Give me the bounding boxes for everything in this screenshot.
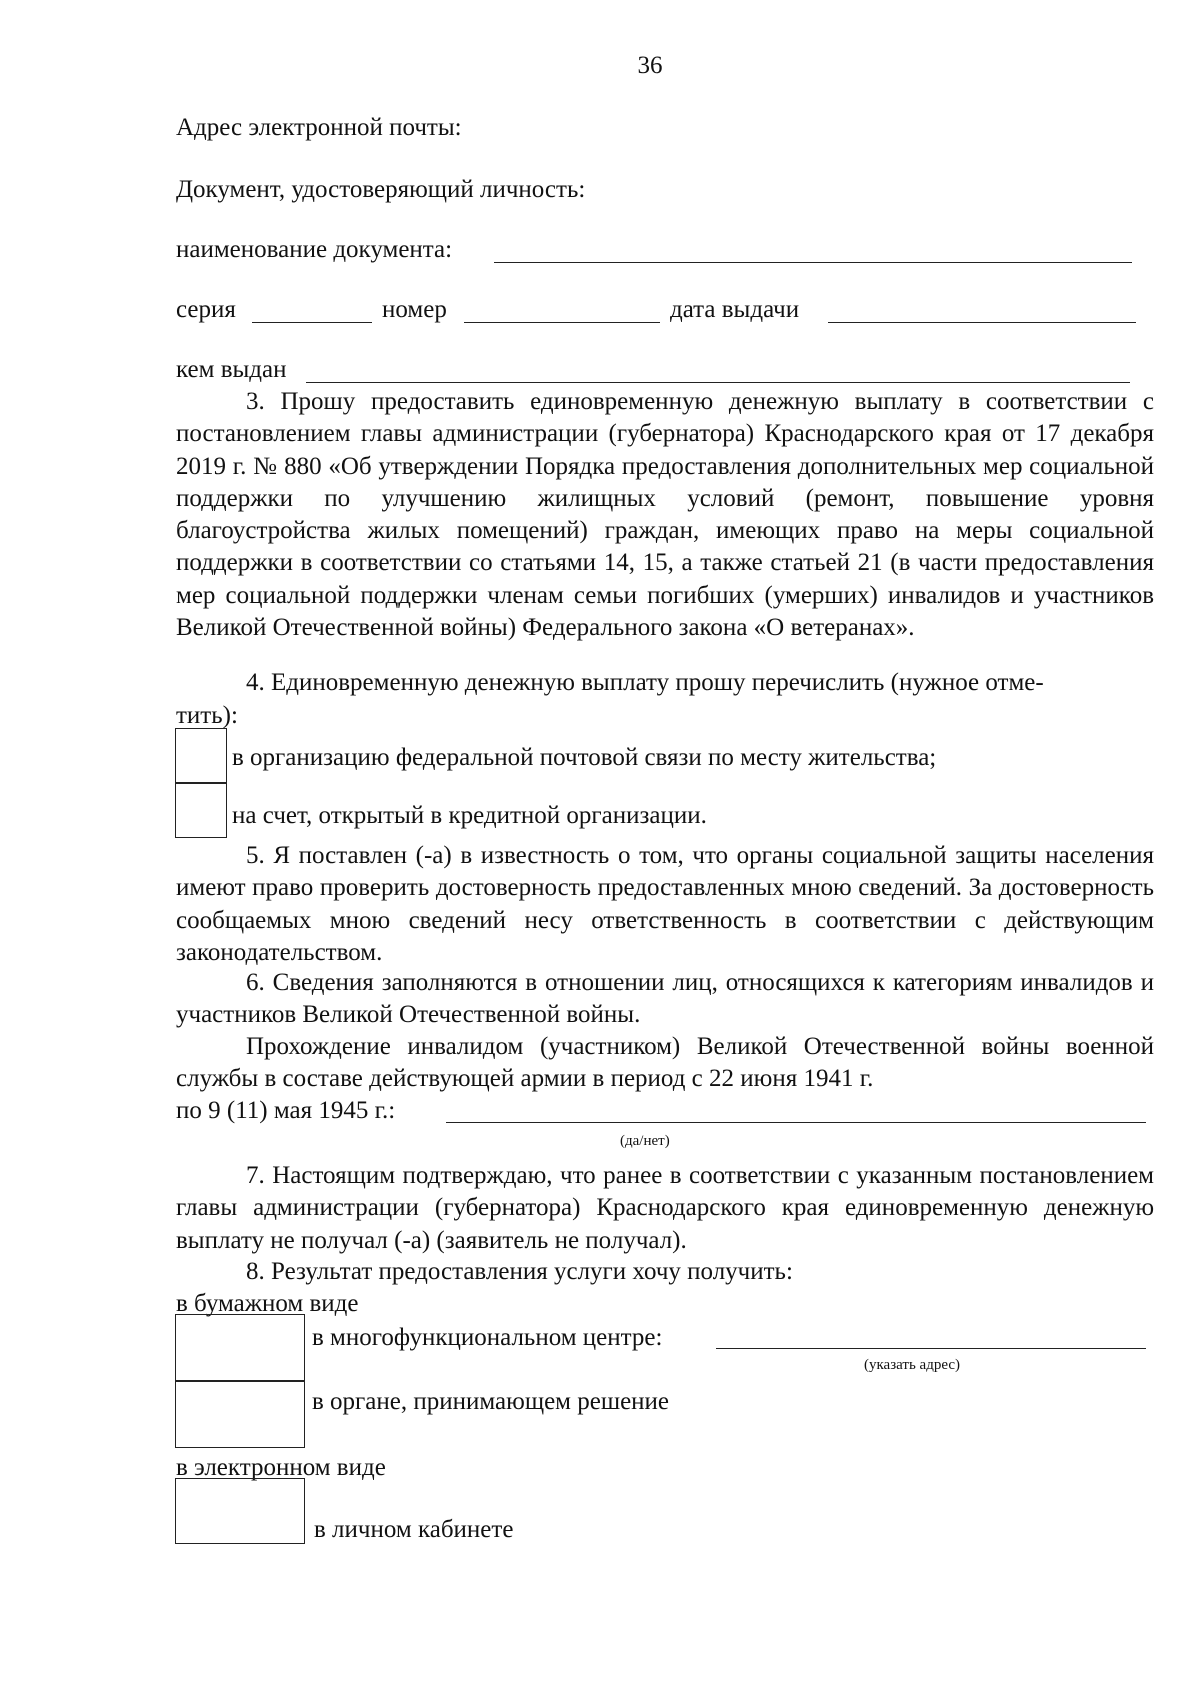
- electronic-form-label: в электронном виде: [176, 1454, 386, 1481]
- personal-account-checkbox[interactable]: [175, 1478, 305, 1544]
- issued-by-field[interactable]: [306, 382, 1130, 383]
- series-label: серия: [176, 296, 236, 323]
- item-7-paragraph: 7. Настоящим подтверждаю, что ранее в соответствии с указанным постановлением главы администрации (губернатора) Краснодарского края единовременную денежную выплату не получал (-а) (заявитель не получал).: [176, 1162, 1154, 1254]
- item-4-line-1: 4. Единовременную денежную выплату прошу перечислить (нужное отме-: [246, 669, 1044, 696]
- postal-checkbox[interactable]: [175, 728, 227, 784]
- number-field[interactable]: [464, 322, 660, 323]
- identity-title: Документ, удостоверяющий личность:: [176, 176, 586, 203]
- service-last-line: по 9 (11) мая 1945 г.:: [176, 1097, 396, 1124]
- issue-date-label: дата выдачи: [670, 296, 800, 323]
- mfc-address-field[interactable]: [716, 1348, 1146, 1349]
- postal-option-label: в организацию федеральной почтовой связи по месту жительства;: [232, 744, 937, 771]
- authority-checkbox[interactable]: [175, 1380, 305, 1448]
- item-5-paragraph: 5. Я поставлен (-а) в известность о том, что органы социальной защиты населения имеют право проверить достоверность предоставленных мною сведений. За достоверность сообщаемых мною сведений несу ответственность в соответствии с действующим законодательством.: [176, 842, 1154, 966]
- item-4-line-2: тить):: [176, 702, 238, 729]
- service-paragraph: Прохождение инвалидом (участником) Великой Отечественной войны военной службы в составе действующей армии в период с 22 июня 1941 г.: [176, 1033, 1154, 1093]
- page-number: 36: [637, 52, 663, 79]
- mfc-checkbox[interactable]: [175, 1314, 305, 1382]
- email-label: Адрес электронной почты:: [176, 114, 462, 141]
- item-6-paragraph: 6. Сведения заполняются в отношении лиц, относящихся к категориям инвалидов и участников Великой Отечественной войны.: [176, 969, 1154, 1029]
- item-8-title: 8. Результат предоставления услуги хочу получить:: [246, 1258, 793, 1285]
- authority-option-label: в органе, принимающем решение: [312, 1388, 670, 1415]
- doc-name-label: наименование документа:: [176, 236, 453, 263]
- series-field[interactable]: [252, 322, 372, 323]
- doc-name-field[interactable]: [494, 262, 1132, 263]
- item-3-paragraph: 3. Прошу предоставить единовременную денежную выплату в соответствии с постановлением главы администрации (губернатора) Краснодарского края от 17 декабря 2019 г. № 880 «Об утверждении Порядка предоставления дополнительных мер социальной поддержки по улучшению жилищных условий (ремонт, повышение уровня благоустройства жилых помещений) граждан, имеющих право на меры социальной поддержки в соответствии со статьями 14, 15, а также статьей 21 (в части предоставления мер социальной поддержки членам семьи погибших (умерших) инвалидов и участников Великой Отечественной войны) Федерального закона «О ветеранах».: [176, 388, 1154, 642]
- address-hint: (указать адрес): [864, 1357, 961, 1373]
- yes-no-hint: (да/нет): [620, 1133, 670, 1149]
- bank-option-label: на счет, открытый в кредитной организации.: [232, 802, 707, 829]
- service-answer-field[interactable]: [446, 1122, 1146, 1123]
- issued-by-label: кем выдан: [176, 356, 287, 383]
- personal-account-option-label: в личном кабинете: [314, 1516, 514, 1543]
- issue-date-field[interactable]: [828, 322, 1136, 323]
- bank-account-checkbox[interactable]: [175, 782, 227, 838]
- number-label: номер: [382, 296, 447, 323]
- paper-form-label: в бумажном виде: [176, 1290, 359, 1317]
- mfc-option-label: в многофункциональном центре:: [312, 1324, 663, 1351]
